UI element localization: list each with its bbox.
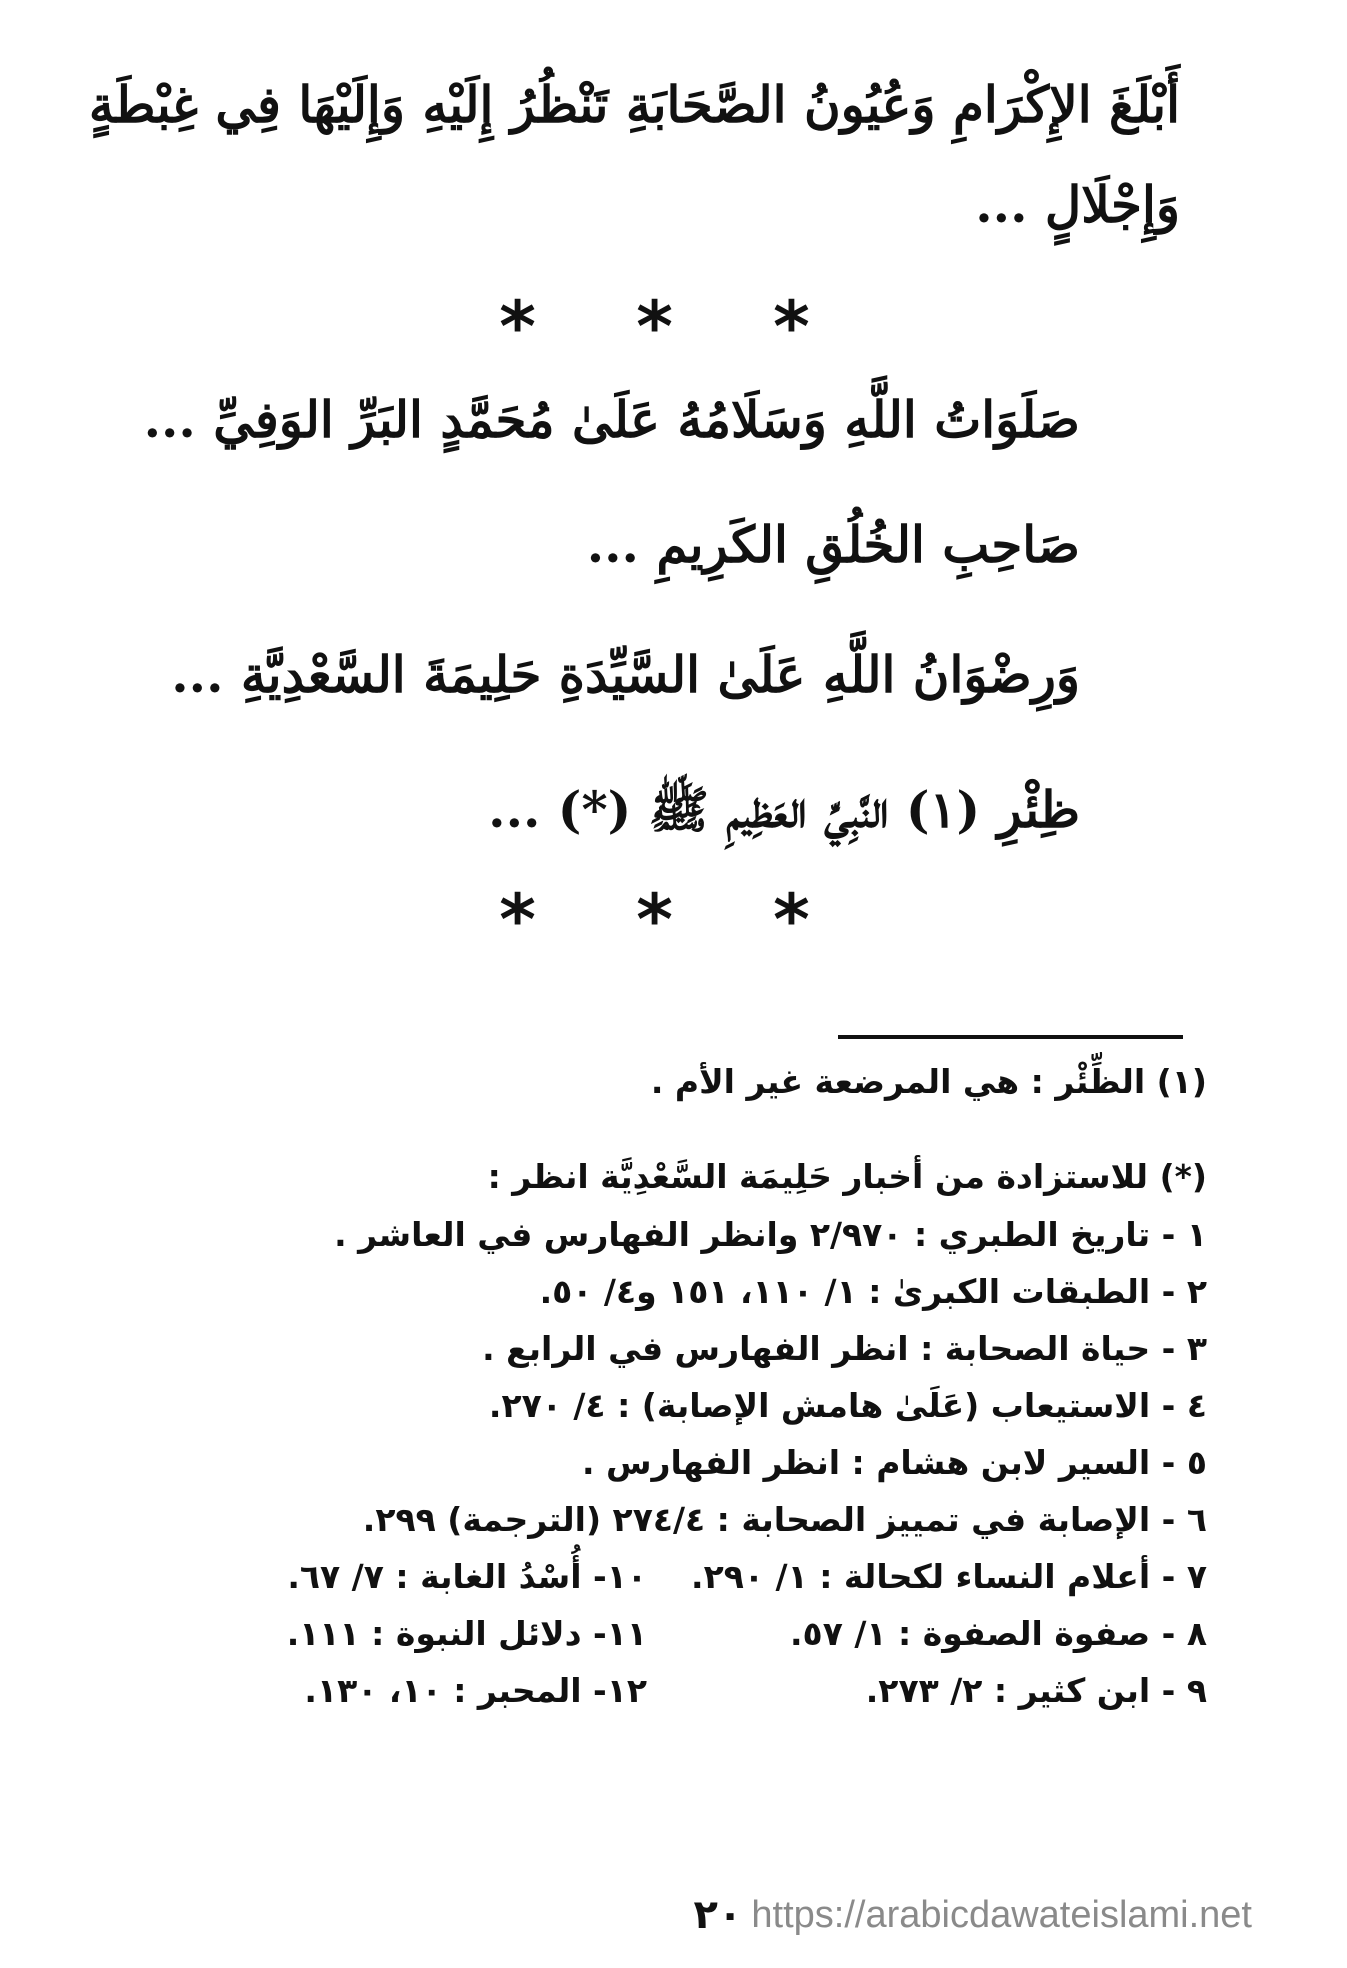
section-separator-stars: * * *: [499, 879, 848, 961]
source-item: ١٠- أُسْدُ الغابة : ٧/ ٦٧.: [287, 1557, 647, 1596]
body-line-6: ظِئْرِ (١) النَّبِيِّ العَظِيمِ ﷺ (*) ...: [488, 780, 1080, 839]
source-item: ٩ - ابن كثير : ٢/ ٢٧٣.: [865, 1671, 1207, 1710]
source-item: ٦ - الإصابة في تمييز الصحابة : ٢٧٤/٤ (الترجمة) ٢٩٩.: [362, 1500, 1207, 1539]
source-item: ٣ - حياة الصحابة : انظر الفهارس في الرابع .: [482, 1329, 1207, 1368]
source-row: [127, 1555, 1207, 1599]
source-row: [127, 1384, 1207, 1428]
page-number: ٢٠: [693, 1892, 743, 1938]
body-line-5: وَرِضْوَانُ اللَّهِ عَلَىٰ السَّيِّدَةِ حَلِيمَةَ السَّعْدِيَّةِ ...: [171, 645, 1080, 704]
source-item: ٢ - الطبقات الكبرىٰ : ١/ ١١٠، ١٥١ و٤/ ٥٠.: [539, 1272, 1207, 1311]
source-row: [127, 1441, 1207, 1485]
source-row: [127, 1327, 1207, 1371]
body-line-4: صَاحِبِ الخُلُقِ الكَرِيمِ ...: [586, 515, 1080, 574]
body-line-1: أَبْلَغَ الإِكْرَامِ وَعُيُونُ الصَّحَابَةِ تَنْظُرُ إِلَيْهِ وَإِلَيْهَا فِي غِبْطَةٍ: [88, 75, 1180, 134]
body-line-2: وَإِجْلَالٍ ...: [975, 175, 1180, 234]
source-item: ١٢- المحبر : ١٠، ١٣٠.: [304, 1671, 647, 1710]
source-item: ٤ - الاستيعاب (عَلَىٰ هامش الإصابة) : ٤/ ٢٧٠.: [488, 1386, 1207, 1425]
source-item: ٨ - صفوة الصفوة : ١/ ٥٧.: [790, 1614, 1207, 1653]
source-item: ٧ - أعلام النساء لكحالة : ١/ ٢٩٠.: [691, 1557, 1207, 1596]
source-row: [127, 1612, 1207, 1656]
source-item: ١ - تاريخ الطبري : ٢/٩٧٠ وانظر الفهارس في العاشر .: [334, 1215, 1207, 1254]
source-row: [127, 1669, 1207, 1713]
page-footer: [693, 1890, 1252, 1940]
source-row: [127, 1270, 1207, 1314]
source-row: [127, 1213, 1207, 1257]
source-row: [127, 1498, 1207, 1542]
footnote-separator-rule: [838, 1035, 1183, 1039]
section-separator-stars: * * *: [499, 286, 848, 368]
watermark-url: https://arabicdawateislami.net: [751, 1894, 1252, 1936]
footnote-star: (*) للاستزادة من أخبار حَلِيمَة السَّعْدِيَّة انظر :: [487, 1157, 1207, 1196]
source-item: ٥ - السير لابن هشام : انظر الفهارس .: [581, 1443, 1207, 1482]
source-item: ١١- دلائل النبوة : ١١١.: [286, 1614, 647, 1653]
body-line-3: صَلَوَاتُ اللَّهِ وَسَلَامُهُ عَلَىٰ مُحَمَّدٍ البَرِّ الوَفِيِّ ...: [143, 390, 1080, 449]
footnote-1: (١) الظِّئْر : هي المرضعة غير الأم .: [650, 1062, 1207, 1101]
